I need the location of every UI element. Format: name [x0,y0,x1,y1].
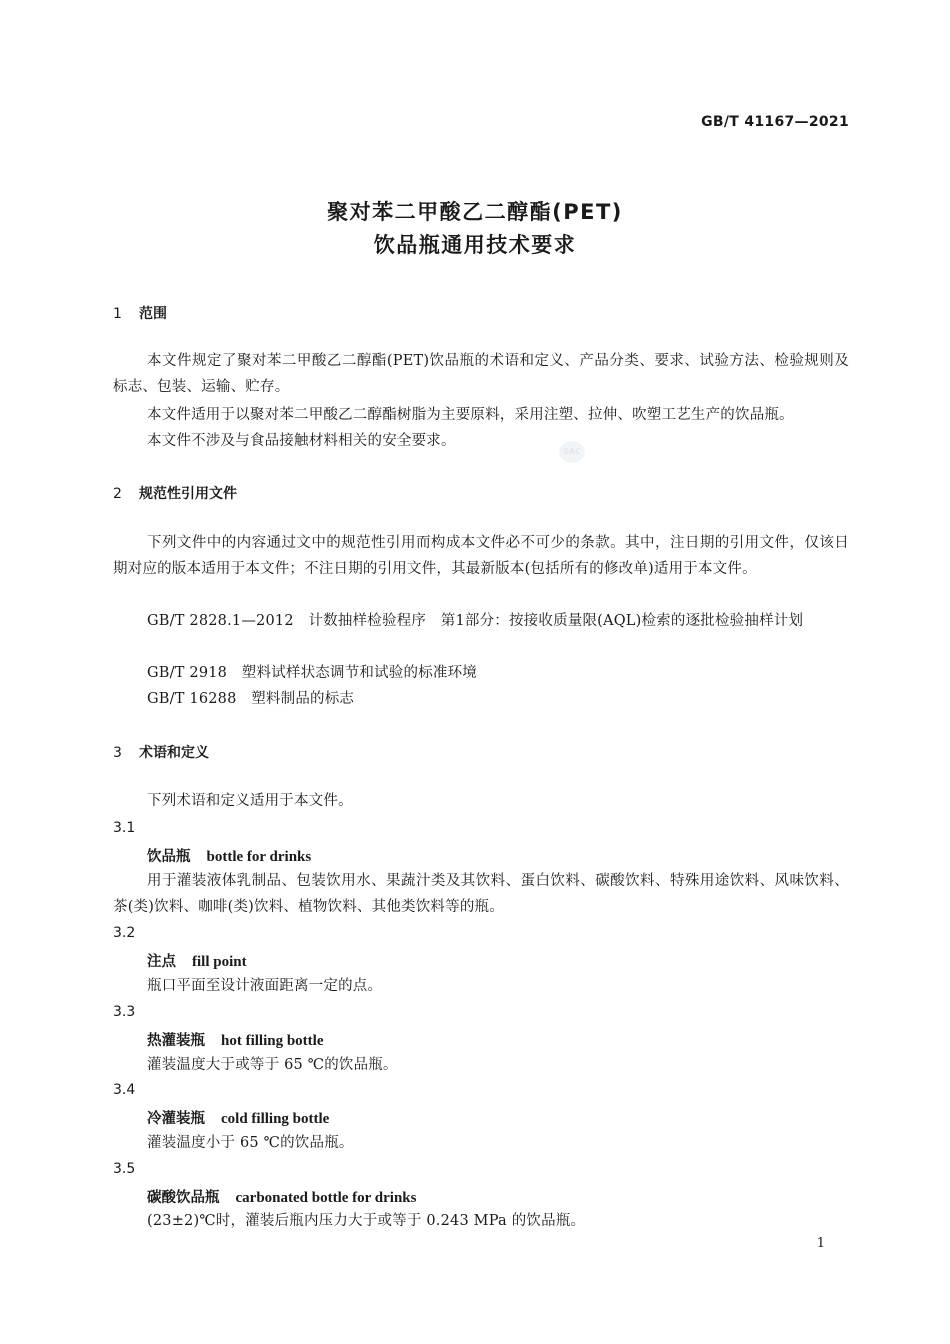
reference-item-2: GB/T 2918 塑料试样状态调节和试验的标准环境 [147,665,478,681]
normative-refs-intro: 下列文件中的内容通过文中的规范性引用而构成本文件必不可少的条款。其中，注日期的引用文件，仅该日期对应的版本适用于本文件；不注日期的引用文件，其最新版本(包括所有的修改单)适用于本文件。 [113,535,849,577]
section-2-heading [113,483,237,503]
term-en: hot filling bottle [221,1033,324,1049]
section-title: 规范性引用文件 [139,486,237,502]
term-definition: 灌装温度小于 65 ℃的饮品瓶。 [147,1135,354,1151]
scope-paragraph-3: 本文件不涉及与食品接触材料相关的安全要求。 [147,433,456,449]
term-heading [147,950,247,971]
term-heading [147,1107,329,1128]
term-en: fill point [192,954,247,970]
standard-code: GB/T 41167—2021 [701,114,849,130]
term-heading [147,1186,416,1207]
reference-item-3: GB/T 16288 塑料制品的标志 [147,691,355,707]
doc-title-line2: 饮品瓶通用技术要求 [373,233,577,257]
term-zh: 热灌装瓶 [147,1032,205,1049]
term-number: 3.1 [113,820,136,836]
section-title: 范围 [139,306,167,322]
term-zh: 饮品瓶 [147,848,191,865]
section-number: 3 [113,745,122,761]
sac-watermark: SAC [559,441,585,463]
term-heading [147,1029,324,1050]
term-zh: 碳酸饮品瓶 [147,1189,220,1206]
section-title: 术语和定义 [139,745,209,761]
page-number: 1 [816,1236,825,1251]
section-3-heading [113,742,209,762]
term-definition: (23±2)℃时，灌装后瓶内压力大于或等于 0.243 MPa 的饮品瓶。 [147,1213,586,1229]
term-number: 3.4 [113,1082,136,1098]
section-number: 1 [113,306,122,322]
scope-paragraph-1: 本文件规定了聚对苯二甲酸乙二醇酯(PET)饮品瓶的术语和定义、产品分类、要求、试验方法、检验规则及标志、包装、运输、贮存。 [113,353,849,395]
term-zh: 注点 [147,953,176,970]
term-number: 3.3 [113,1004,136,1020]
term-en: bottle for drinks [206,849,312,865]
term-en: cold filling bottle [221,1111,330,1127]
section-1-heading [113,303,167,323]
term-heading [147,845,311,866]
term-number: 3.5 [113,1161,136,1177]
term-en: carbonated bottle for drinks [235,1190,417,1206]
scope-paragraph-2: 本文件适用于以聚对苯二甲酸乙二醇酯树脂为主要原料，采用注塑、拉伸、吹塑工艺生产的饮品瓶。 [147,407,794,423]
terms-intro: 下列术语和定义适用于本文件。 [147,793,353,809]
term-definition: 瓶口平面至设计液面距离一定的点。 [147,978,383,994]
term-definition: 用于灌装液体乳制品、包装饮用水、果蔬汁类及其饮料、蛋白饮料、碳酸饮料、特殊用途饮料、风味饮料、茶(类)饮料、咖啡(类)饮料、植物饮料、其他类饮料等的瓶。 [113,873,849,915]
term-definition: 灌装温度大于或等于 65 ℃的饮品瓶。 [147,1057,398,1073]
term-number: 3.2 [113,925,136,941]
reference-item-1: GB/T 2828.1—2012 计数抽样检验程序 第1部分：按接收质量限(AQL)检索的逐批检验抽样计划 [147,613,804,629]
term-zh: 冷灌装瓶 [147,1110,205,1127]
section-number: 2 [113,486,122,502]
doc-title-line1: 聚对苯二甲酸乙二醇酯(PET) [327,200,623,224]
